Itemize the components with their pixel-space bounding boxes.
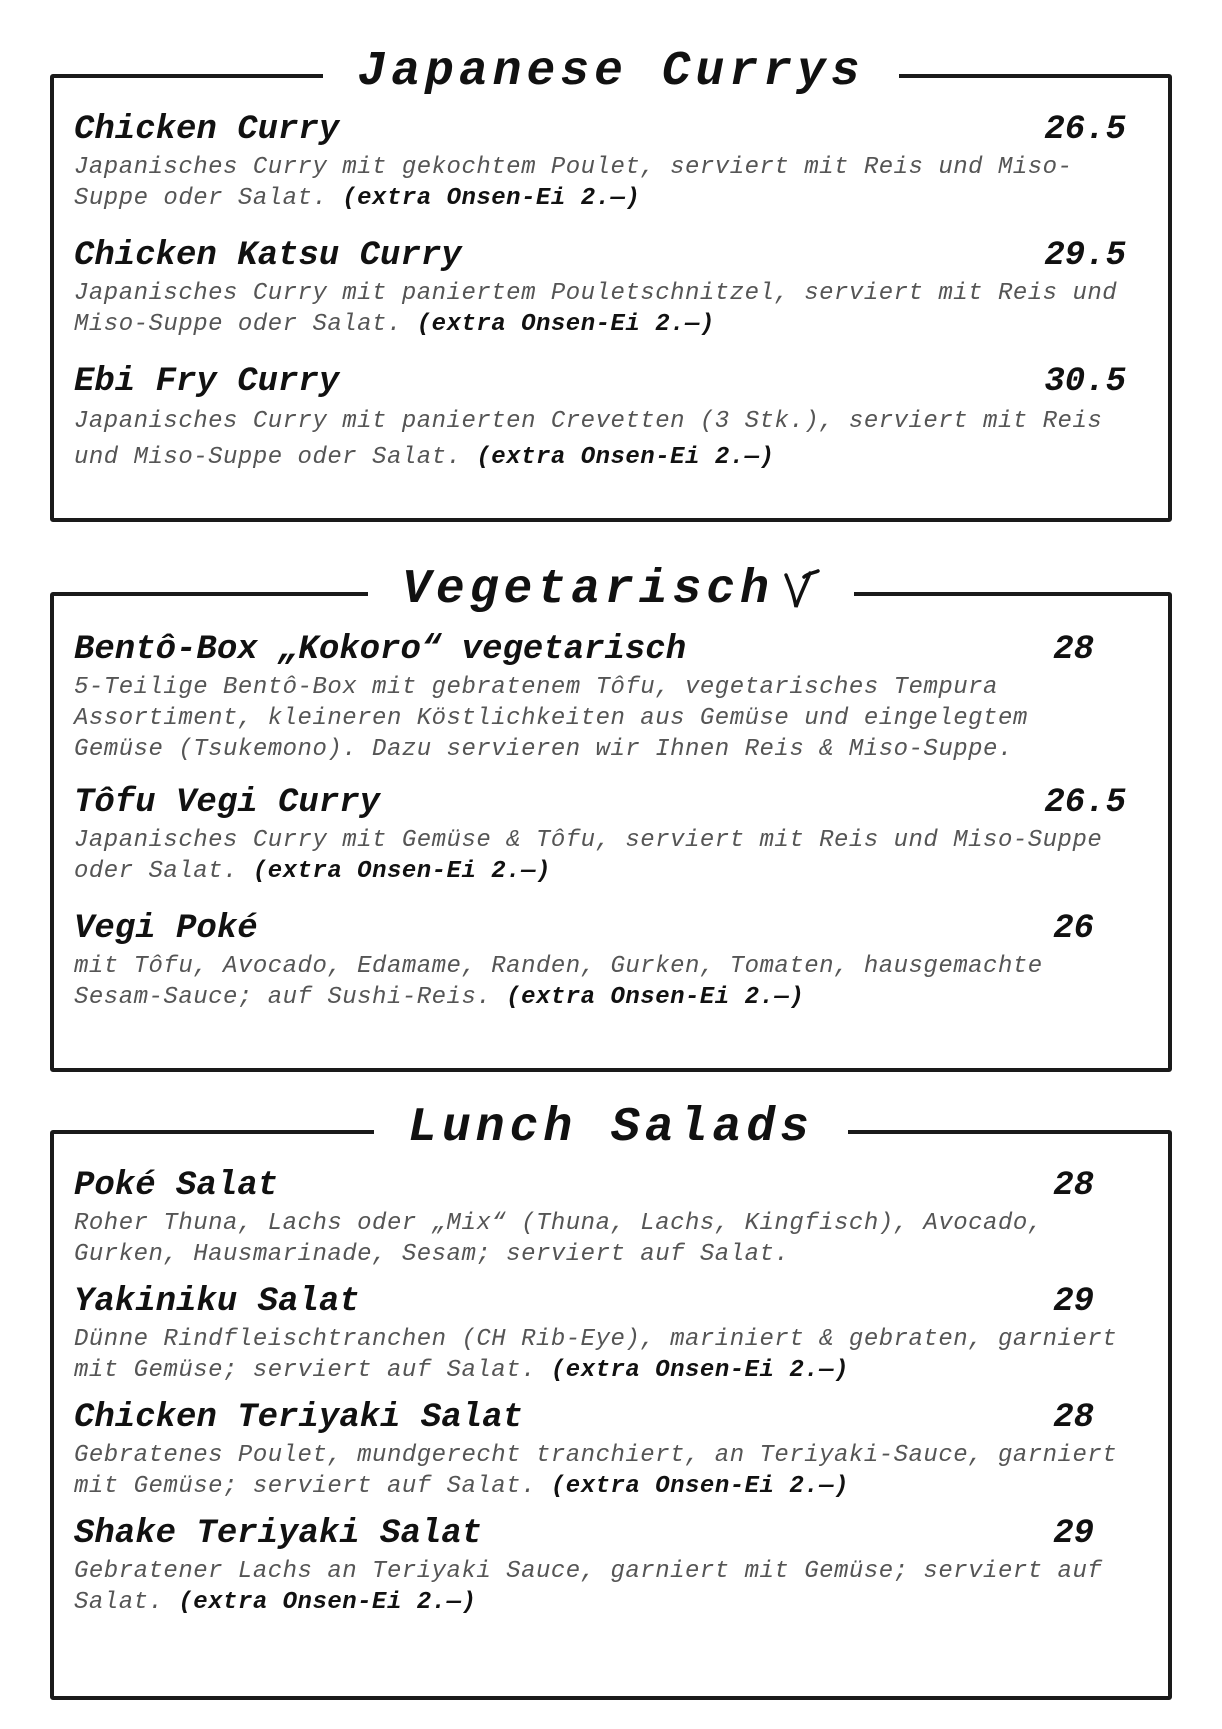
section-title: Japanese Currys (50, 44, 1172, 100)
item-description: Japanisches Curry mit gekochtem Poulet, serviert mit Reis und Miso-Suppe oder Salat. (extra Onsen-Ei 2.—) (74, 154, 1073, 212)
item-description: mit Tôfu, Avocado, Edamame, Randen, Gurken, Tomaten, hausgemachte Sesam-Sauce; auf Sushi-Reis. (extra Onsen-Ei 2.—) (74, 953, 1043, 1011)
item-price: 29 (1053, 1283, 1094, 1321)
menu-item (74, 1282, 1126, 1386)
item-price: 29 (1053, 1515, 1094, 1553)
menu-item (74, 110, 1126, 214)
item-description: Dünne Rindfleischtranchen (CH Rib-Eye), mariniert & gebraten, garniert mit Gemüse; serviert auf Salat. (extra Onsen-Ei 2.—) (74, 1326, 1118, 1384)
item-price: 26.5 (1044, 111, 1126, 149)
item-price: 28 (1053, 1167, 1094, 1205)
item-extra: (extra Onsen-Ei 2.—) (476, 444, 775, 471)
menu-item (74, 630, 1126, 765)
item-extra: (extra Onsen-Ei 2.—) (550, 1473, 849, 1500)
section-title: Vegetarisch (50, 562, 1172, 618)
item-description: Gebratenes Poulet, mundgerecht tranchiert, an Teriyaki-Sauce, garniert mit Gemüse; serviert auf Salat. (extra Onsen-Ei 2.—) (74, 1442, 1118, 1500)
menu-item-list (74, 630, 1126, 1013)
item-description: Japanisches Curry mit paniertem Pouletschnitzel, serviert mit Reis und Miso-Suppe oder Salat. (extra Onsen-Ei 2.—) (74, 280, 1118, 338)
menu-item-list (74, 110, 1126, 476)
item-extra: (extra Onsen-Ei 2.—) (506, 984, 805, 1011)
item-description: Gebratener Lachs an Teriyaki Sauce, garniert mit Gemüse; serviert auf Salat. (extra Onsen-Ei 2.—) (74, 1558, 1103, 1616)
menu-item (74, 362, 1126, 476)
section-vegetarisch (50, 560, 1172, 1072)
item-extra: (extra Onsen-Ei 2.—) (178, 1589, 477, 1616)
item-price: 26 (1053, 910, 1094, 948)
item-price: 28 (1053, 631, 1094, 669)
item-extra: (extra Onsen-Ei 2.—) (252, 858, 551, 885)
menu-item (74, 909, 1126, 1013)
item-extra: (extra Onsen-Ei 2.—) (416, 311, 715, 338)
item-name: Tôfu Vegi Curry (74, 784, 381, 822)
item-name: Chicken Curry (74, 111, 340, 149)
item-price: 30.5 (1044, 363, 1126, 401)
item-name: Yakiniku Salat (74, 1283, 360, 1321)
menu-item (74, 783, 1126, 887)
menu-item (74, 1514, 1126, 1618)
item-extra: (extra Onsen-Ei 2.—) (342, 185, 641, 212)
menu-item-list (74, 1166, 1126, 1618)
item-price: 26.5 (1044, 784, 1126, 822)
item-description: Roher Thuna, Lachs oder „Mix“ (Thuna, Lachs, Kingfisch), Avocado, Gurken, Hausmarinade, Sesam; serviert auf Salat. (74, 1210, 1043, 1268)
item-description: Japanisches Curry mit panierten Crevetten (3 Stk.), serviert mit Reis und Miso-Suppe oder Salat. (extra Onsen-Ei 2.—) (74, 408, 1103, 471)
item-description: 5-Teilige Bentô-Box mit gebratenem Tôfu, vegetarisches Tempura Assortiment, kleineren Köstlichkeiten aus Gemüse und eingelegtem Gemüse (Tsukemono). Dazu servieren wir Ihnen Reis & Miso-Suppe. (74, 674, 1028, 763)
item-name: Chicken Katsu Curry (74, 237, 462, 275)
menu-item (74, 236, 1126, 340)
item-description: Japanisches Curry mit Gemüse & Tôfu, serviert mit Reis und Miso-Suppe oder Salat. (extra Onsen-Ei 2.—) (74, 827, 1103, 885)
item-price: 29.5 (1044, 237, 1126, 275)
item-price: 28 (1053, 1399, 1094, 1437)
menu-item (74, 1166, 1126, 1270)
section-japanese-currys (50, 44, 1172, 522)
vegetarian-leaf-icon (780, 567, 820, 611)
item-name: Chicken Teriyaki Salat (74, 1399, 523, 1437)
item-extra: (extra Onsen-Ei 2.—) (550, 1357, 849, 1384)
item-name: Shake Teriyaki Salat (74, 1515, 483, 1553)
menu-item (74, 1398, 1126, 1502)
section-lunch-salads (50, 1100, 1172, 1700)
item-name: Ebi Fry Curry (74, 363, 340, 401)
item-name: Bentô-Box „Kokoro“ vegetarisch (74, 631, 687, 669)
item-name: Poké Salat (74, 1167, 279, 1205)
item-name: Vegi Poké (74, 910, 258, 948)
section-title: Lunch Salads (50, 1100, 1172, 1156)
